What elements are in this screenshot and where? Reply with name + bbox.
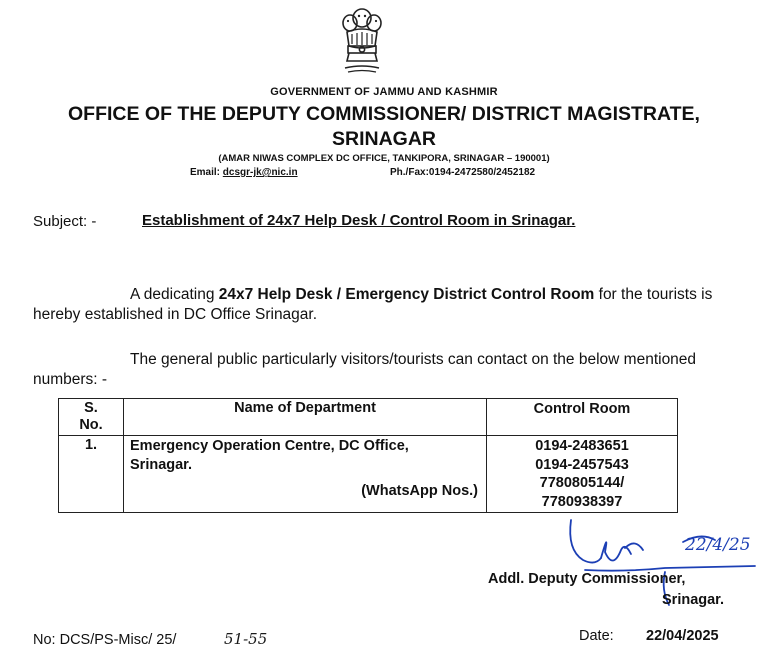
office-title-line1: OFFICE OF THE DEPUTY COMMISSIONER/ DISTRICT MAGISTRATE, <box>68 103 700 125</box>
phone-number: 0194-2457543 <box>535 456 629 473</box>
para1-bold-text: 24x7 Help Desk / Emergency District Control Room <box>218 286 595 303</box>
header-control: Control Room <box>487 399 678 436</box>
para2-text: The general public particularly visitors/tourists can contact on the below mentioned numbers: - <box>33 351 697 388</box>
date-label: Date: <box>579 628 614 644</box>
date-value: 22/04/2025 <box>646 628 719 644</box>
subject-text: Establishment of 24x7 Help Desk / Control Room in Srinagar. <box>142 212 576 229</box>
para1-text-end: for the tourists is hereby established in DC Office Srinagar. <box>33 286 713 323</box>
office-title-line2: SRINAGAR <box>331 128 436 150</box>
table-row <box>59 436 678 513</box>
signatory-designation: Addl. Deputy Commissioner, <box>488 571 686 587</box>
email-label: Email: <box>190 167 221 178</box>
phone-number: 7780805144/ <box>539 475 625 491</box>
reference-number-handwritten: 51-55 <box>224 630 268 648</box>
cell-dept <box>124 436 487 513</box>
reference-number-label: No: DCS/PS-Misc/ 25/ <box>33 632 177 648</box>
header-dept: Name of Department <box>124 399 487 436</box>
para1-text: A dedicating <box>130 286 219 303</box>
header-sno: S. No. <box>59 399 124 436</box>
phone-number: 0194-2483651 <box>535 438 629 454</box>
body-paragraph-1 <box>33 285 743 325</box>
handwritten-date: 22/4/25 <box>685 535 751 555</box>
subject-label: Subject: - <box>33 213 97 230</box>
signatory-place: Srinagar. <box>662 592 725 608</box>
contact-table <box>58 398 678 513</box>
email-link[interactable]: dcsgr-jk@nic.in <box>222 167 298 178</box>
dept-name-line1: Emergency Operation Centre, DC Office, <box>130 438 409 454</box>
office-address: (AMAR NIWAS COMPLEX DC OFFICE, TANKIPORA, SRINAGAR – 190001) <box>218 153 550 164</box>
phone-fax: Ph./Fax:0194-2472580/2452182 <box>390 167 536 178</box>
government-heading: GOVERNMENT OF JAMMU AND KASHMIR <box>270 86 498 98</box>
email-line <box>190 167 298 178</box>
dept-name-line2: Srinagar. <box>130 456 193 473</box>
table-header-row <box>59 399 678 436</box>
whatsapp-note: (WhatsApp Nos.) <box>361 483 478 499</box>
body-paragraph-2 <box>33 350 743 390</box>
state-emblem-icon <box>335 6 389 78</box>
cell-sno: 1. <box>59 436 124 513</box>
cell-control <box>487 436 678 513</box>
phone-number: 7780938397 <box>541 493 623 510</box>
